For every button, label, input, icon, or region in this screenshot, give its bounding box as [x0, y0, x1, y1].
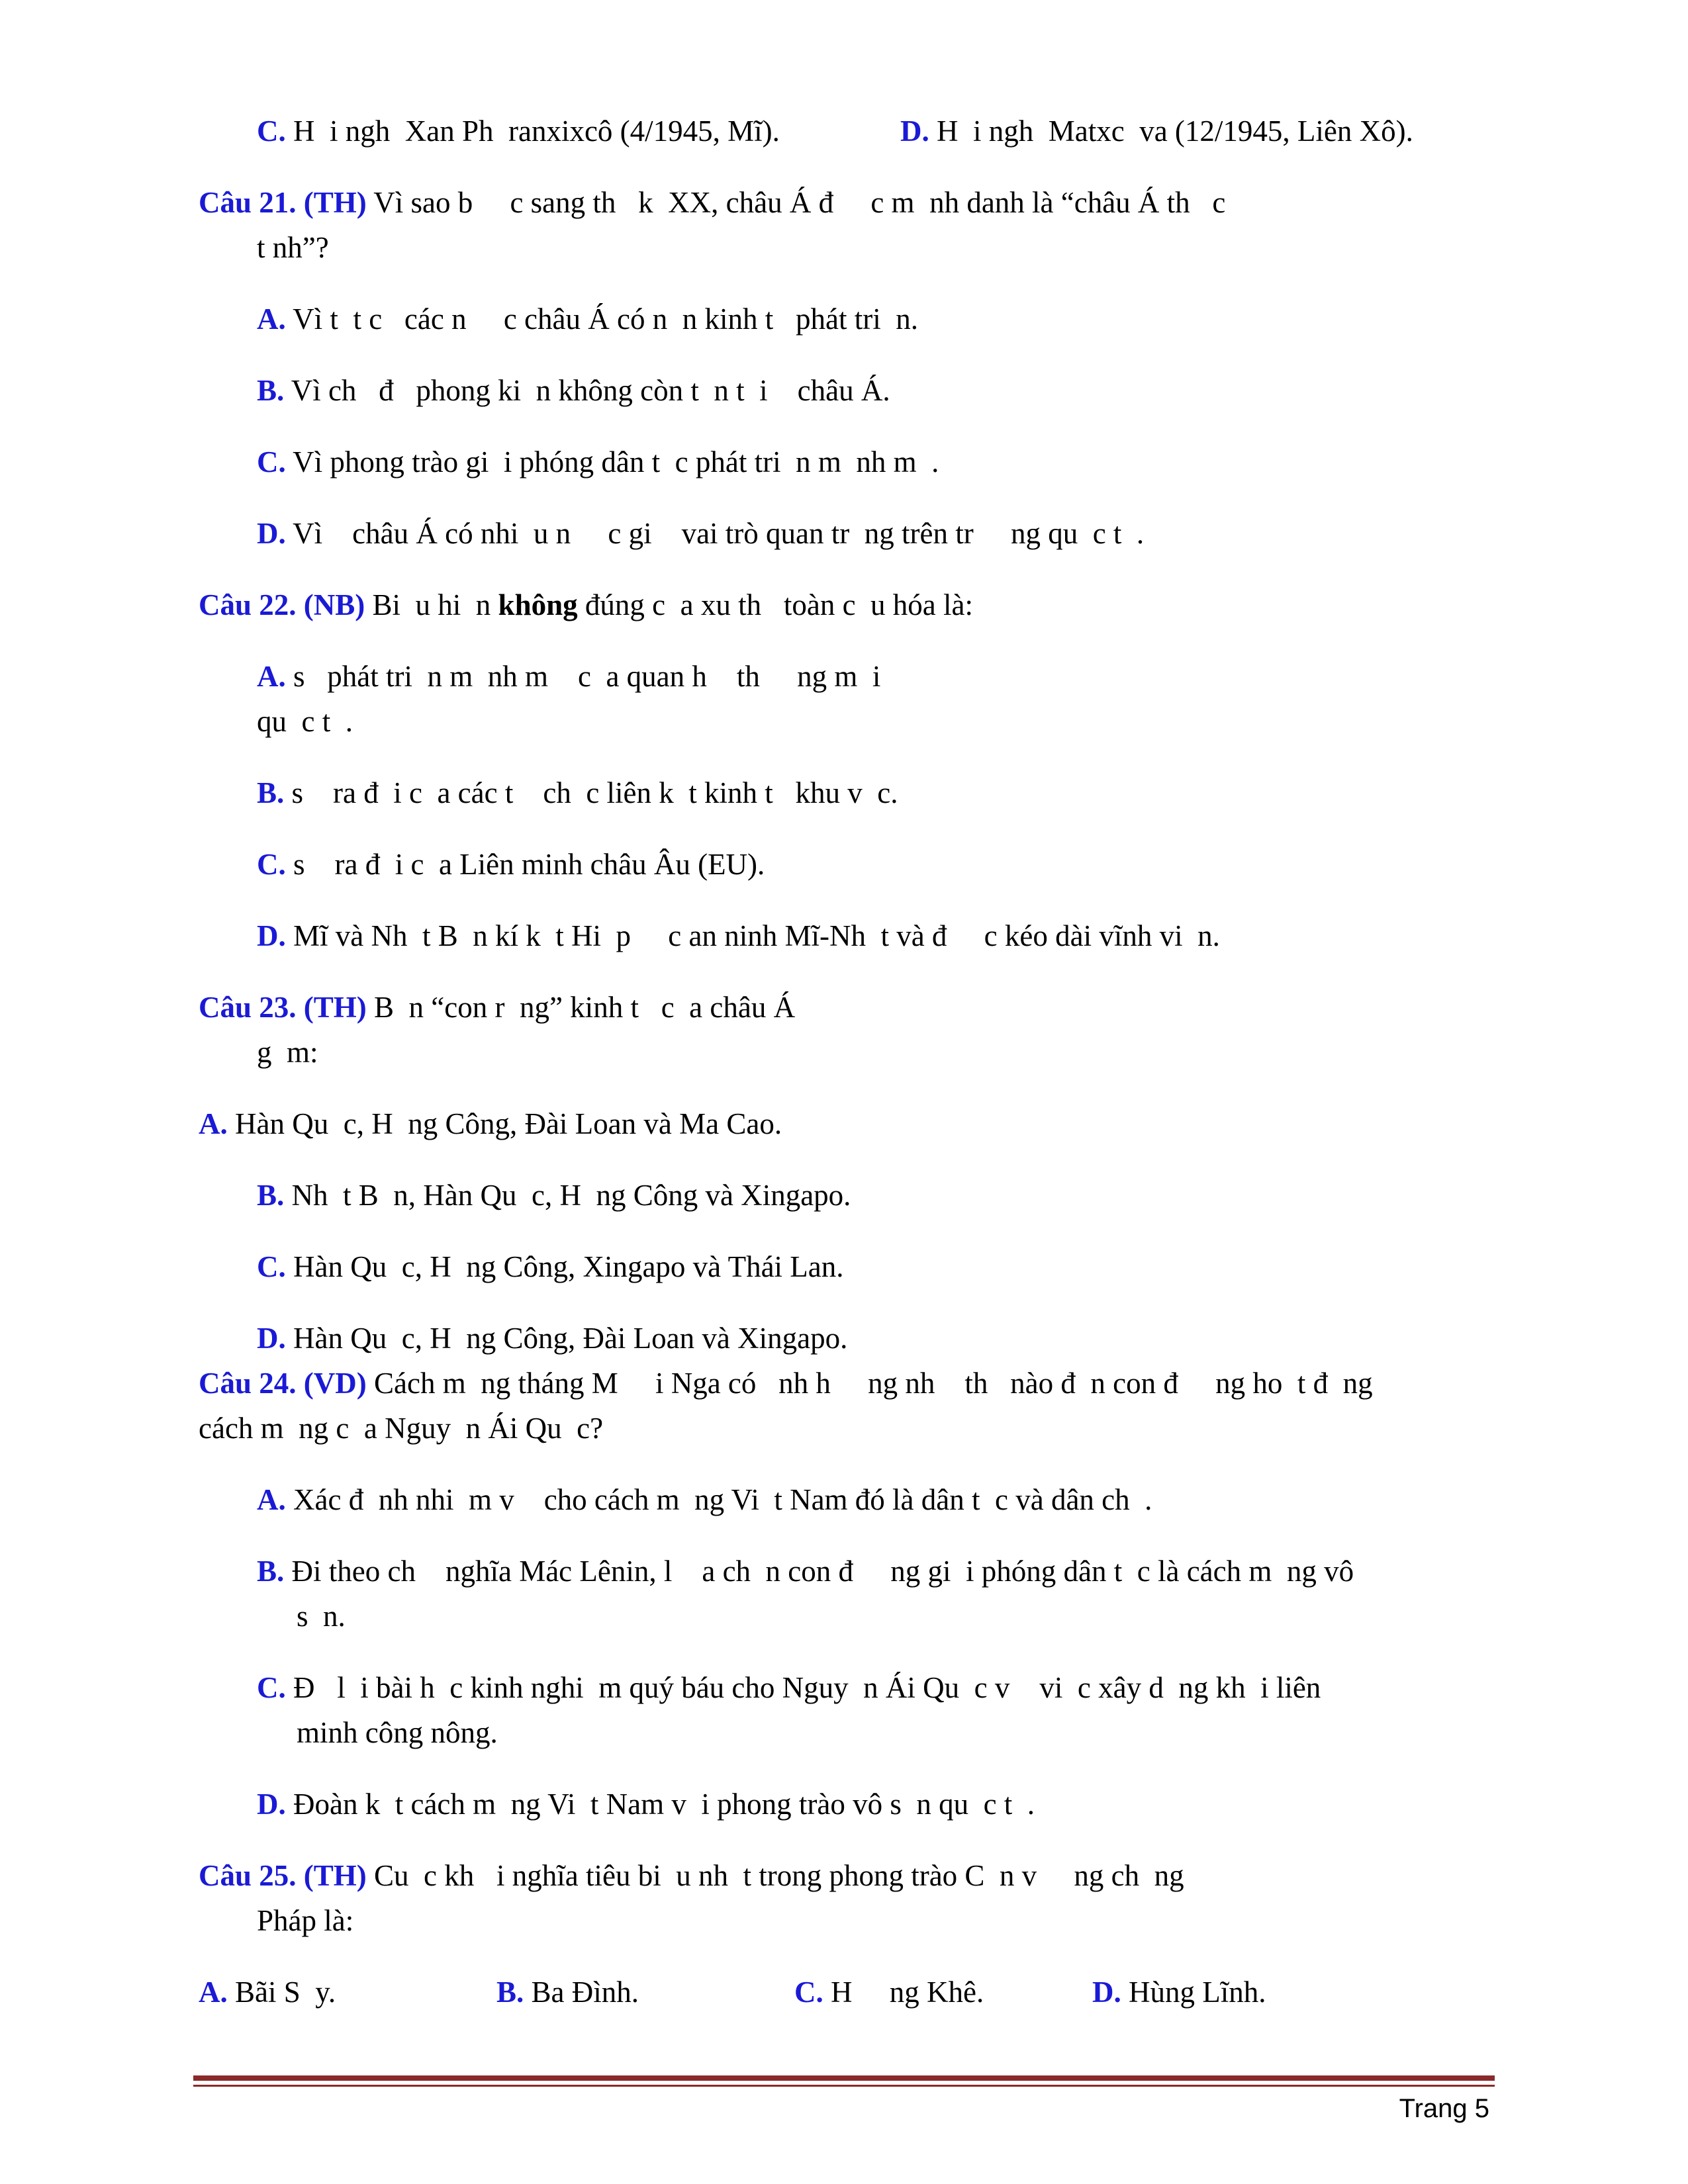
question-22-stem: Câu 22. (NB) Bi u hi n không đúng c a xu th toàn c u hóa là:: [199, 588, 973, 621]
question-22-option-d: D. Mĩ và Nh t B n kí k t Hi p c an ninh Mĩ-Nh t và đ c kéo dài vĩnh vi n.: [257, 919, 1220, 952]
question-21-option-a: A. Vì t t c các n c châu Á có n n kinh t phát tri n.: [257, 302, 918, 336]
option-d: D. H i ngh Matxc va (12/1945, Liên Xô).: [900, 114, 1413, 148]
question-24-option-a: A. Xác đ nh nhi m v cho cách m ng Vi t Nam đó là dân t c và dân ch .: [257, 1483, 1152, 1516]
question-22-option-c: C. s ra đ i c a Liên minh châu Âu (EU).: [257, 848, 765, 881]
question-23-option-b: B. Nh t B n, Hàn Qu c, H ng Công và Xingapo.: [257, 1179, 851, 1212]
question-25-stem: Câu 25. (TH) Cu c kh i nghĩa tiêu bi u nh t trong phong trào C n v ng ch ng: [199, 1859, 1184, 1892]
question-22-option-b: B. s ra đ i c a các t ch c liên k t kinh t khu v c.: [257, 776, 898, 809]
question-24-option-c-cont: minh công nông.: [297, 1716, 498, 1749]
question-25-option-a: A. Bãi S y.: [199, 1976, 336, 2009]
question-22-option-a: A. s phát tri n m nh m c a quan h th ng m i: [257, 660, 881, 693]
question-21-stem-cont: t nh”?: [257, 231, 329, 264]
question-23-stem: Câu 23. (TH) B n “con r ng” kinh t c a châu Á: [199, 991, 796, 1024]
option-c: C. H i ngh Xan Ph ranxixcô (4/1945, Mĩ).: [257, 114, 780, 148]
question-21-stem: Câu 21. (TH) Vì sao b c sang th k XX, châu Á đ c m nh danh là “châu Á th c: [199, 186, 1226, 219]
question-23-option-c: C. Hàn Qu c, H ng Công, Xingapo và Thái Lan.: [257, 1250, 844, 1283]
question-25-option-b: B. Ba Đình.: [496, 1976, 639, 2009]
question-21-option-d: D. Vì châu Á có nhi u n c gi vai trò quan tr ng trên tr ng qu c t .: [257, 517, 1145, 550]
question-24-stem-cont: cách m ng c a Nguy n Ái Qu c?: [199, 1412, 604, 1445]
question-24-option-d: D. Đoàn k t cách m ng Vi t Nam v i phong trào vô s n qu c t .: [257, 1788, 1035, 1821]
question-21-option-b: B. Vì ch đ phong ki n không còn t n t i châu Á.: [257, 374, 890, 407]
question-23-option-d: D. Hàn Qu c, H ng Công, Đài Loan và Xingapo.: [257, 1322, 848, 1355]
question-25-option-d: D. Hùng Lĩnh.: [1092, 1976, 1266, 2009]
question-25-stem-cont: Pháp là:: [257, 1904, 354, 1937]
question-24-stem: Câu 24. (VD) Cách m ng tháng M i Nga có nh h ng nh th nào đ n con đ ng ho t đ ng: [199, 1367, 1373, 1400]
question-25-option-c: C. H ng Khê.: [794, 1976, 984, 2009]
question-21-option-c: C. Vì phong trào gi i phóng dân t c phát tri n m nh m .: [257, 445, 939, 478]
question-23-option-a: A. Hàn Qu c, H ng Công, Đài Loan và Ma Cao.: [199, 1107, 782, 1140]
question-22-option-a-cont: qu c t .: [257, 705, 353, 738]
footer-rule-thin: [193, 2085, 1495, 2087]
page-number: Trang 5: [1399, 2094, 1489, 2123]
question-24-option-b-cont: s n.: [297, 1600, 346, 1633]
question-24-option-c: C. Đ l i bài h c kinh nghi m quý báu cho Nguy n Ái Qu c v vi c xây d ng kh i liên: [257, 1671, 1321, 1704]
footer-rule-thick: [193, 2075, 1495, 2081]
question-23-stem-cont: g m:: [257, 1036, 318, 1069]
question-24-option-b: B. Đi theo ch nghĩa Mác Lênin, l a ch n con đ ng gi i phóng dân t c là cách m ng vô: [257, 1555, 1354, 1588]
